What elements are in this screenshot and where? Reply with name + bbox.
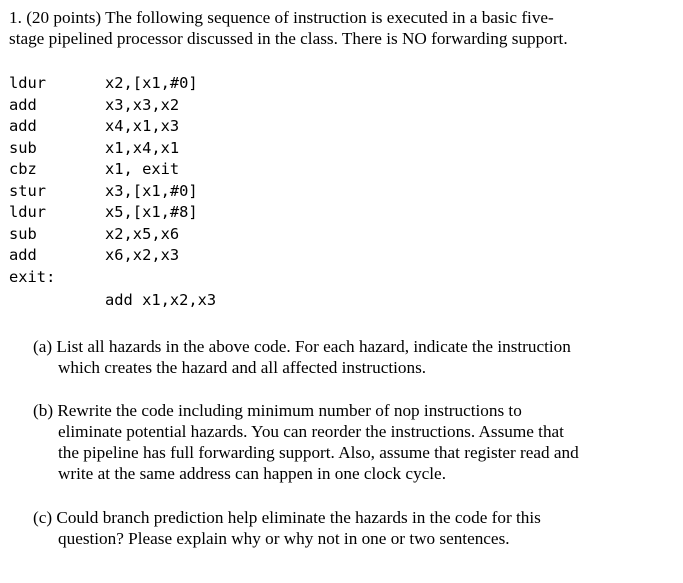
opcode: sub — [9, 138, 37, 157]
code-line-6 — [9, 181, 198, 203]
question-b-line-4: write at the same address can happen in one clock cycle. — [58, 464, 446, 483]
opcode: add — [9, 246, 37, 264]
question-c — [33, 507, 668, 549]
code-line-2 — [9, 95, 198, 117]
header-line-1: 1. (20 points) The following sequence of instruction is executed in a basic five- — [9, 8, 554, 27]
opcode: sub — [9, 224, 37, 243]
question-a — [33, 336, 668, 378]
code-line-7 — [9, 202, 198, 224]
code-line-4 — [9, 138, 198, 160]
code-label-exit — [9, 267, 198, 289]
header-line-2: stage pipelined processor discussed in the class. There is NO forwarding support. — [9, 29, 568, 48]
code-line-1 — [9, 73, 198, 95]
operands: x2,[x1,#0] — [105, 74, 198, 92]
question-b-line-3: the pipeline has full forwarding support. Also, assume that register read and — [58, 443, 579, 462]
operands: x2,x5,x6 — [105, 224, 180, 243]
label: exit: — [9, 267, 56, 286]
opcode: cbz — [9, 160, 37, 178]
opcode: add — [9, 117, 37, 135]
question-b-line-2: eliminate potential hazards. You can reorder the instructions. Assume that — [58, 422, 564, 441]
code-line-5 — [9, 159, 198, 181]
question-b-line-1: (b) Rewrite the code including minimum number of nop instructions to — [33, 401, 522, 420]
assembly-code-block — [9, 73, 198, 288]
operands: x4,x1,x3 — [105, 117, 180, 135]
question-c-line-1: (c) Could branch prediction help eliminate the hazards in the code for this — [33, 508, 541, 527]
operands: x3,x3,x2 — [105, 95, 180, 114]
question-c-line-2: question? Please explain why or why not in one or two sentences. — [58, 529, 510, 548]
question-a-line-2: which creates the hazard and all affected instructions. — [58, 358, 427, 377]
opcode: stur — [9, 181, 47, 200]
operands: x6,x2,x3 — [105, 246, 180, 264]
operands: x3,[x1,#0] — [105, 181, 198, 200]
opcode: add — [9, 95, 37, 114]
question-b — [33, 400, 668, 484]
code-line-9 — [9, 245, 198, 267]
opcode: ldur — [9, 74, 47, 92]
operands: x1,x4,x1 — [105, 138, 180, 157]
operands: x5,[x1,#8] — [105, 203, 198, 221]
question-a-line-1: (a) List all hazards in the above code. For each hazard, indicate the instruction — [33, 337, 571, 356]
code-line-3 — [9, 116, 198, 138]
exit-instruction: add x1,x2,x3 — [105, 291, 217, 309]
opcode: ldur — [9, 203, 47, 221]
code-line-8 — [9, 224, 198, 246]
question-header — [9, 7, 674, 49]
operands: x1, exit — [105, 160, 180, 178]
